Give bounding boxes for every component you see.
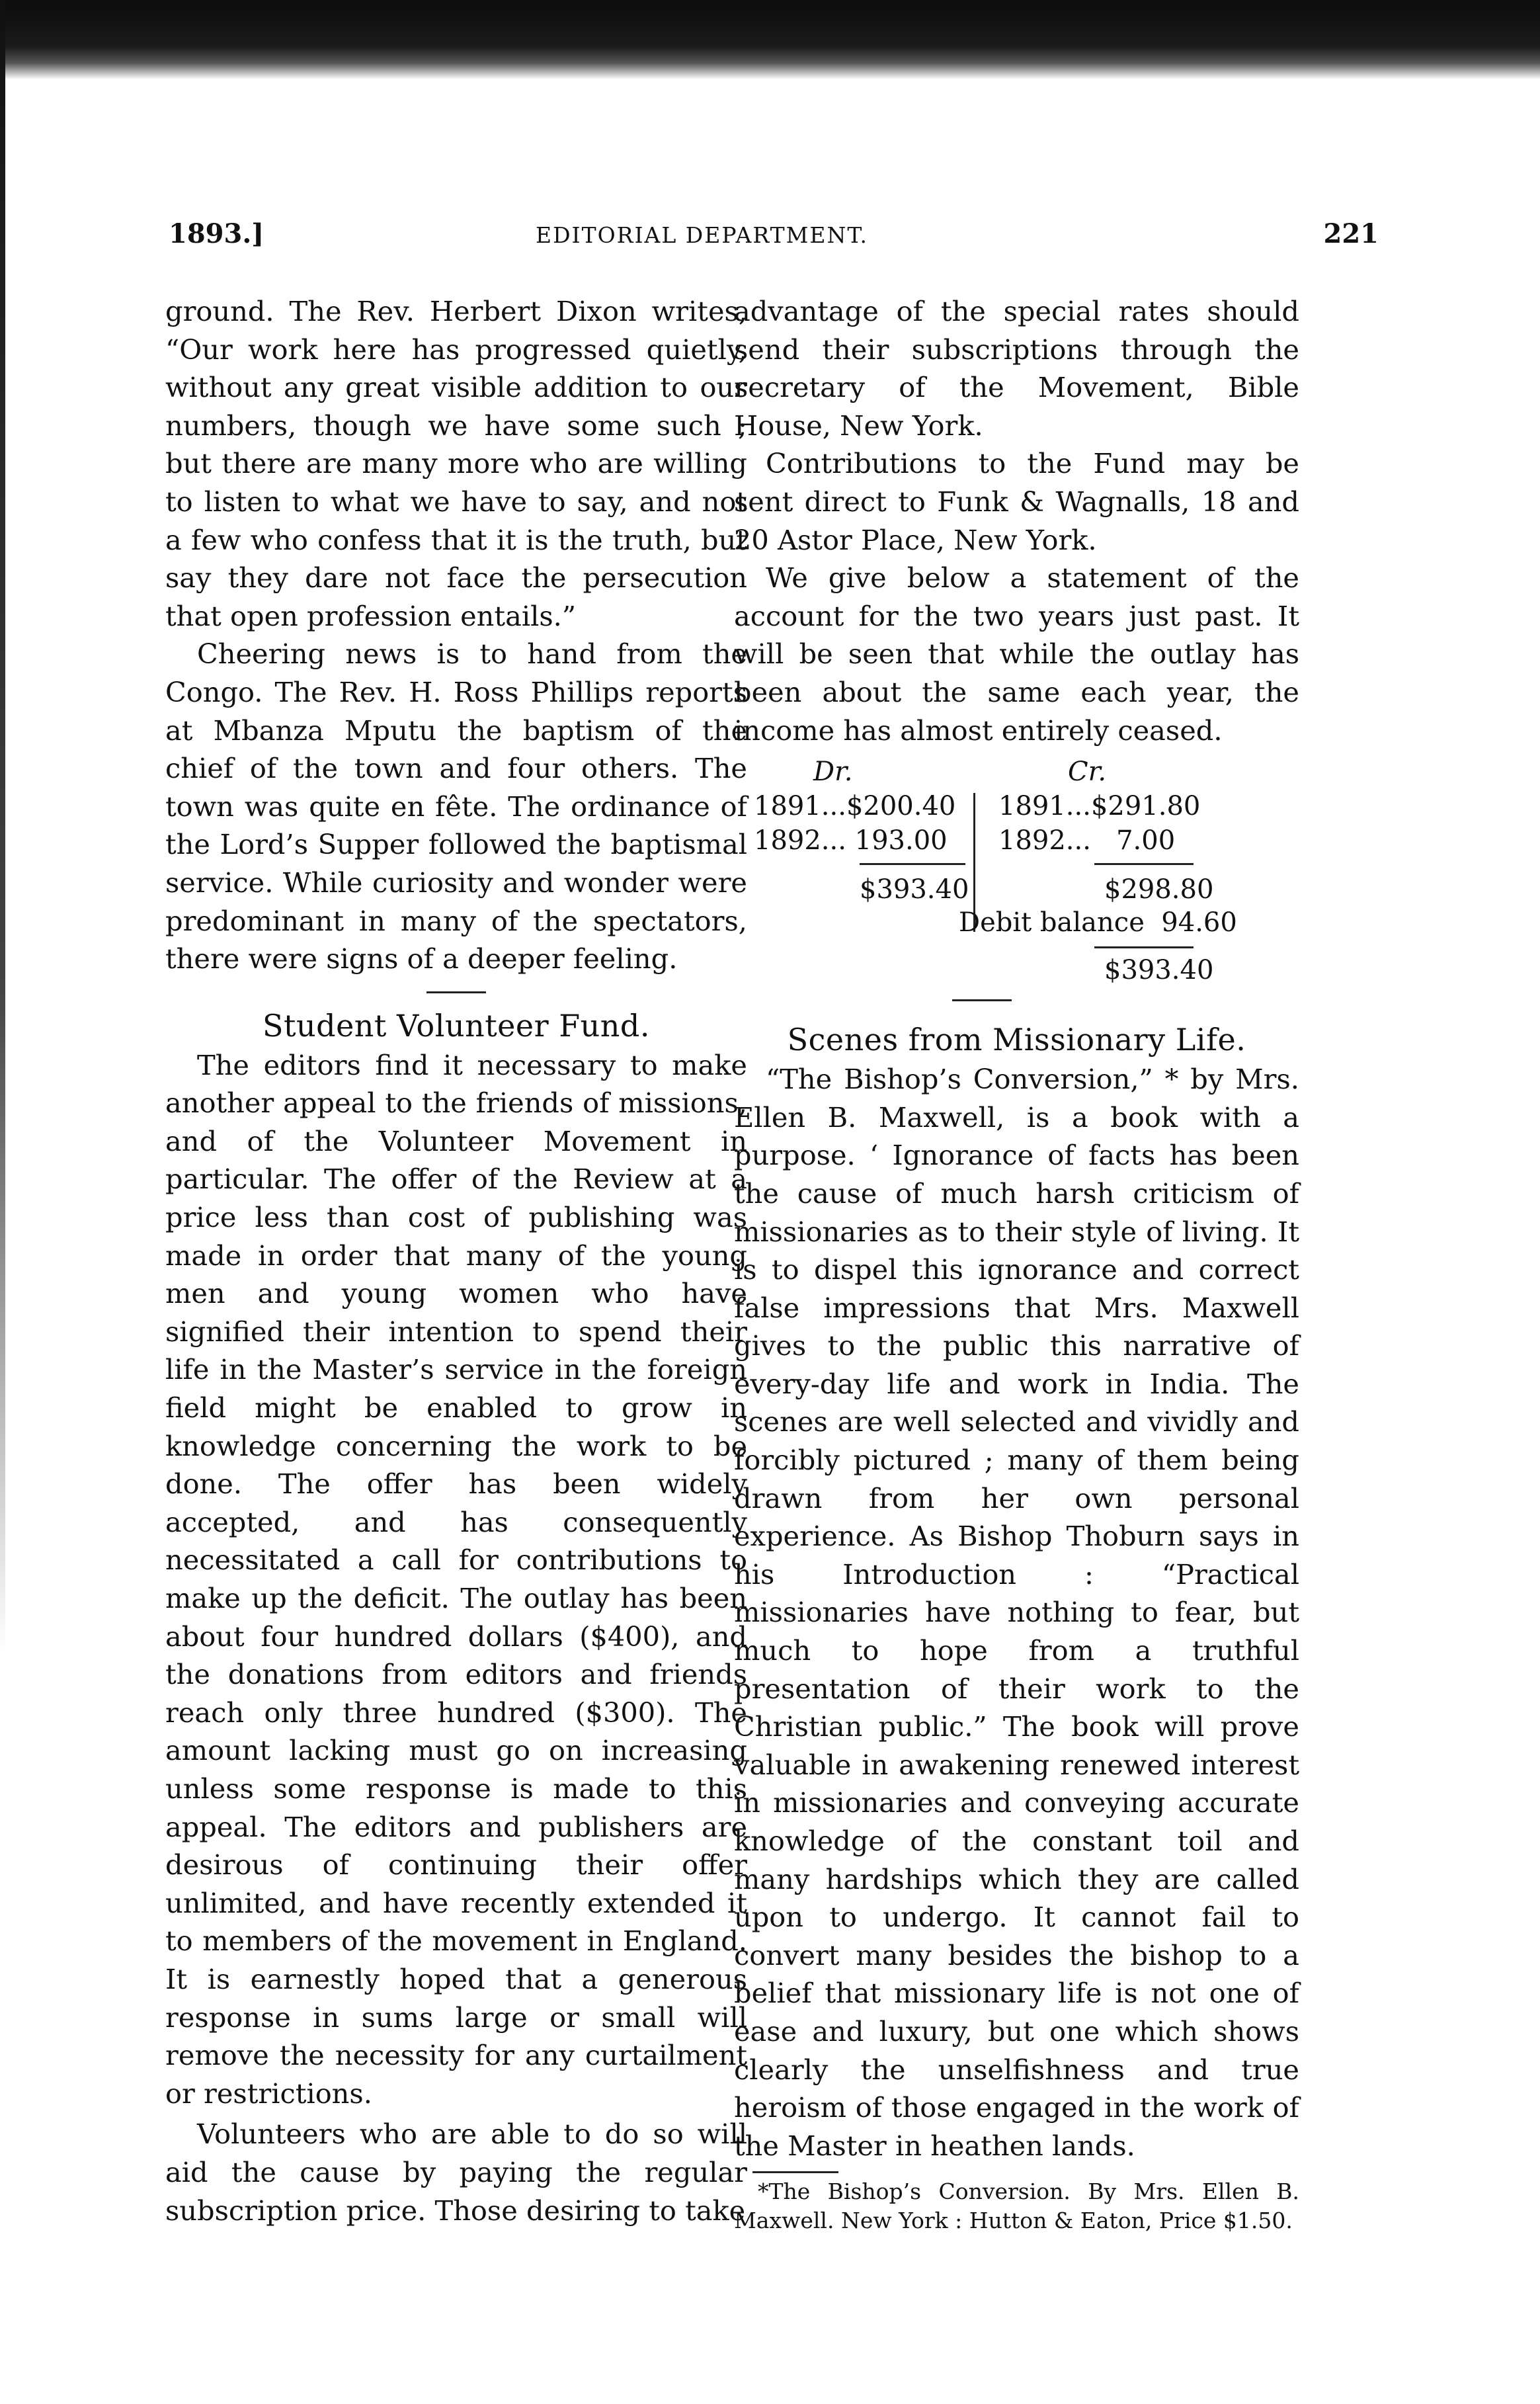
footnote: *The Bishop’s Conversion. By Mrs. Ellen B. Maxwell. New York : Hutton & Eaton, Price $1.50. — [734, 2178, 1299, 2234]
credit-total: $393.40 — [1104, 955, 1214, 986]
paragraph-contributions: Contributions to the Fund may be sent direct to Funk & Wagnalls, 18 and 20 Astor Place, New York. — [734, 447, 1299, 556]
paragraph-statement: We give below a statement of the account for the two years just past. It will be seen that while the outlay has been about the same each year, the income has almost entirely ceased. — [734, 561, 1299, 747]
paragraph-bishops-conversion: “The Bishop’s Conversion,” * by Mrs. Ellen B. Maxwell, is a book with a purpose. ‘ Ignorance of facts has been the cause of much harsh criticism of missionaries as to their style of living. It is to dispel this ignorance and correct false impressions that Mrs. Maxwell gives to the public this narrative of every-day life and work in India. The scenes are well selected and vividly and forcibly pictured ; many of them being drawn from her own personal experience. As Bishop Thoburn says in his Introduction : “Practical missionaries have nothing to fear, but much to hope from a truthful presentation of their work to the Christian public.” The book will prove valuable in awakening renewed interest in missionaries and conveying accurate knowledge of the constant toil and many hardships which they are called upon to undergo. It cannot fail to convert many besides the bishop to a belief that missionary life is not one of ease and luxury, but one which shows clearly the unselfishness and true heroism of those engaged in the work of the Master in heathen lands. — [734, 1063, 1299, 2162]
left-column — [165, 292, 747, 2229]
debit-label: Dr. — [813, 757, 853, 788]
header-year: 1893.] — [169, 218, 264, 249]
debit-1892: 1892... 193.00 — [754, 825, 948, 856]
debit-balance: Debit balance 94.60 — [959, 907, 1237, 938]
scan-edge-top — [0, 0, 1540, 79]
paragraph-volunteers: Volunteers who are able to do so will aid the cause by paying the regular subscription price. Those desiring to take — [165, 2118, 747, 2227]
paragraph-special-rates: advantage of the special rates should send their subscriptions through the secretary of the Movement, Bible House, New York. — [734, 295, 1299, 442]
credit-subtotal: $298.80 — [1104, 874, 1214, 905]
account-statement — [734, 755, 1299, 1006]
header-section: EDITORIAL DEPARTMENT. — [536, 222, 869, 248]
credit-sum-rule — [1094, 863, 1194, 865]
section-heading-scenes: Scenes from Missionary Life. — [787, 1022, 1246, 1058]
debit-1891: 1891...$200.40 — [754, 791, 956, 822]
section-divider — [426, 991, 486, 993]
credit-total-rule — [1094, 946, 1194, 948]
running-header — [169, 218, 1379, 258]
debit-total: $393.40 — [860, 874, 969, 905]
scan-edge-left — [0, 0, 5, 1653]
section-heading-student-volunteer-fund: Student Volunteer Fund. — [263, 1007, 650, 1044]
paragraph-congo: Cheering news is to hand from the Congo. The Rev. H. Ross Phillips reports at Mbanza Mputu the baptism of the chief of the town and four others. The town was quite en fête. The ordinance of the Lord’s Supper followed the baptismal service. While curiosity and wonder were predominant in many of the spectators, there were signs of a deeper feeling. — [165, 638, 747, 975]
paragraph-dixon: ground. The Rev. Herbert Dixon writes, “Our work here has progressed quietly, without any great visible addition to our numbers, though we have some such ; but there are many more who are willing to listen to what we have to say, and not a few who confess that it is the truth, but say they dare not face the persecution that open profession entails.” — [165, 295, 747, 632]
ledger-end-divider — [952, 999, 1012, 1001]
right-column — [734, 292, 1299, 2235]
page-number: 221 — [1323, 218, 1379, 249]
credit-1891: 1891...$291.80 — [998, 791, 1201, 822]
credit-1892: 1892... 7.00 — [998, 825, 1176, 856]
debit-sum-rule — [860, 863, 965, 865]
footnote-rule — [752, 2171, 838, 2173]
credit-label: Cr. — [1068, 757, 1107, 788]
paragraph-appeal: The editors find it necessary to make another appeal to the friends of missions, and of the Volunteer Movement in particular. The offer of the Review at a price less than cost of publishing was made in order that many of the young men and young women who have signified their intention to spend their life in the Master’s service in the foreign field might be enabled to grow in knowledge concerning the work to be done. The offer has been widely accepted, and has consequently necessitated a call for contributions to make up the deficit. The outlay has been about four hundred dollars ($400), and the donations from editors and friends reach only three hundred ($300). The amount lacking must go on increasing unless some response is made to this appeal. The editors and publishers are desirous of continuing their offer unlimited, and have recently extended it to members of the movement in England. It is earnestly hoped that a generous response in sums large or small will remove the necessity for any curtailment or restrictions. — [165, 1048, 747, 2110]
